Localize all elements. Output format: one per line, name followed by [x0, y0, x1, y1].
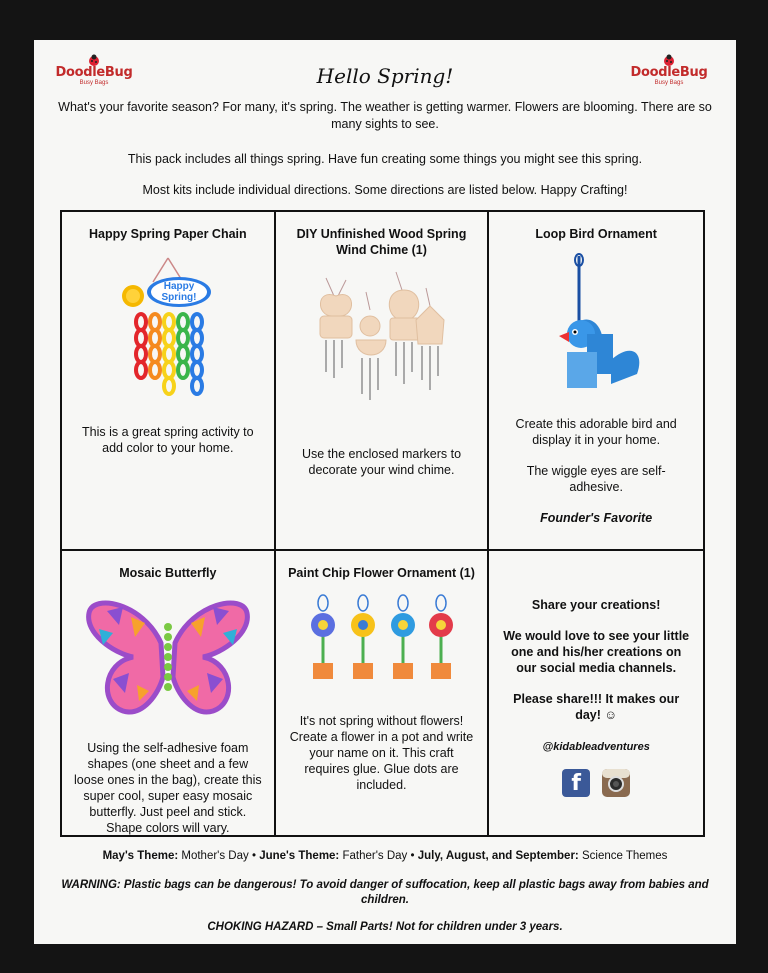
craft-description: This is a great spring activity to add color to your home. — [82, 425, 254, 455]
craft-grid — [60, 210, 705, 837]
logo-sub: Busy Bags — [79, 80, 109, 86]
craft-cell-loop-bird — [489, 212, 703, 551]
craft-title: DIY Unfinished Wood Spring Wind Chime (1) — [296, 227, 467, 257]
logo-brand: DoodleBug — [630, 65, 708, 80]
craft-description-extra: The wiggle eyes are self-adhesive. — [526, 464, 666, 494]
summer-theme-label: July, August, and September: — [417, 850, 579, 862]
craft-description: Using the self-adhesive foam shapes (one sheet and a few loose ones in the bag), create this super cool, super easy mosaic butterfly. Just peel and stick. Shape colors will vary. — [74, 741, 262, 835]
intro-paragraph-1: What's your favorite season? For many, it's spring. The weather is getting warmer. Flowers are blooming. There are so many sights to see. — [58, 100, 712, 131]
sign-word-1: Happy — [163, 281, 195, 292]
logo-brand: DoodleBug — [55, 65, 133, 80]
june-theme-value: Father's Day — [342, 850, 408, 862]
sign-word-2: Spring! — [161, 292, 197, 303]
share-please: Please share!!! It makes our day! ☺ — [513, 692, 680, 722]
flower-yellow — [351, 595, 375, 679]
plastic-bag-warning: WARNING: Plastic bags can be dangerous! To avoid danger of suffocation, keep all plastic bags away from babies and children. — [61, 879, 709, 906]
craft-cell-wind-chime — [276, 212, 490, 551]
intro-paragraph-3: Most kits include individual directions. Some directions are listed below. Happy Crafting! — [142, 183, 628, 197]
monthly-themes — [50, 849, 720, 864]
craft-title: Loop Bird Ornament — [535, 227, 657, 241]
founders-favorite: Founder's Favorite — [540, 511, 653, 525]
june-theme-label: June's Theme: — [259, 850, 340, 862]
choking-hazard: CHOKING HAZARD – Small Parts! Not for children under 3 years. — [207, 921, 563, 933]
craft-description: It's not spring without flowers! Create a flower in a pot and write your name on it. This craft requires glue. Glue dots are included. — [289, 714, 474, 792]
craft-title: Happy Spring Paper Chain — [88, 227, 247, 241]
loop-bird-illustration — [541, 252, 651, 412]
craft-title: Paint Chip Flower Ornament (1) — [288, 566, 475, 580]
social-handle[interactable]: @kidableadventures — [542, 741, 650, 753]
craft-description: Use the enclosed markers to decorate your wind chime. — [301, 447, 462, 477]
may-theme-value: Mother's Day — [181, 850, 249, 862]
summer-theme-value: Science Themes — [581, 850, 668, 862]
may-theme-label: May's Theme: — [102, 850, 179, 862]
social-icons — [489, 769, 703, 797]
page-title: Hello Spring! — [316, 64, 454, 88]
facebook-icon[interactable]: f — [562, 769, 590, 797]
share-heading: Share your creations! — [531, 598, 661, 612]
craft-description: Create this adorable bird and display it in your home. — [515, 417, 677, 447]
share-cell — [489, 551, 703, 836]
share-body: We would love to see your little one and his/her creations on our social media channels. — [503, 629, 690, 675]
instagram-icon[interactable] — [602, 769, 630, 797]
bullet: • — [410, 850, 415, 862]
sun-icon — [122, 285, 144, 307]
craft-title: Mosaic Butterfly — [119, 566, 217, 580]
craft-cell-paint-chip-flower — [276, 551, 490, 836]
activity-sheet — [34, 40, 736, 944]
flower-blue-2 — [391, 595, 415, 679]
flower-red — [429, 595, 453, 679]
wind-chime-illustration — [306, 268, 456, 408]
bullet: • — [251, 850, 256, 862]
paper-chain-illustration — [113, 254, 223, 404]
mosaic-butterfly-illustration — [83, 593, 253, 718]
craft-cell-mosaic-butterfly — [62, 551, 276, 836]
paint-chip-flower-illustration — [301, 589, 461, 689]
intro-paragraph-2: This pack includes all things spring. Have fun creating some things you might see this spring. — [127, 152, 643, 166]
craft-cell-paper-chain — [62, 212, 276, 551]
logo-sub: Busy Bags — [654, 80, 684, 86]
flower-blue-1 — [311, 595, 335, 679]
